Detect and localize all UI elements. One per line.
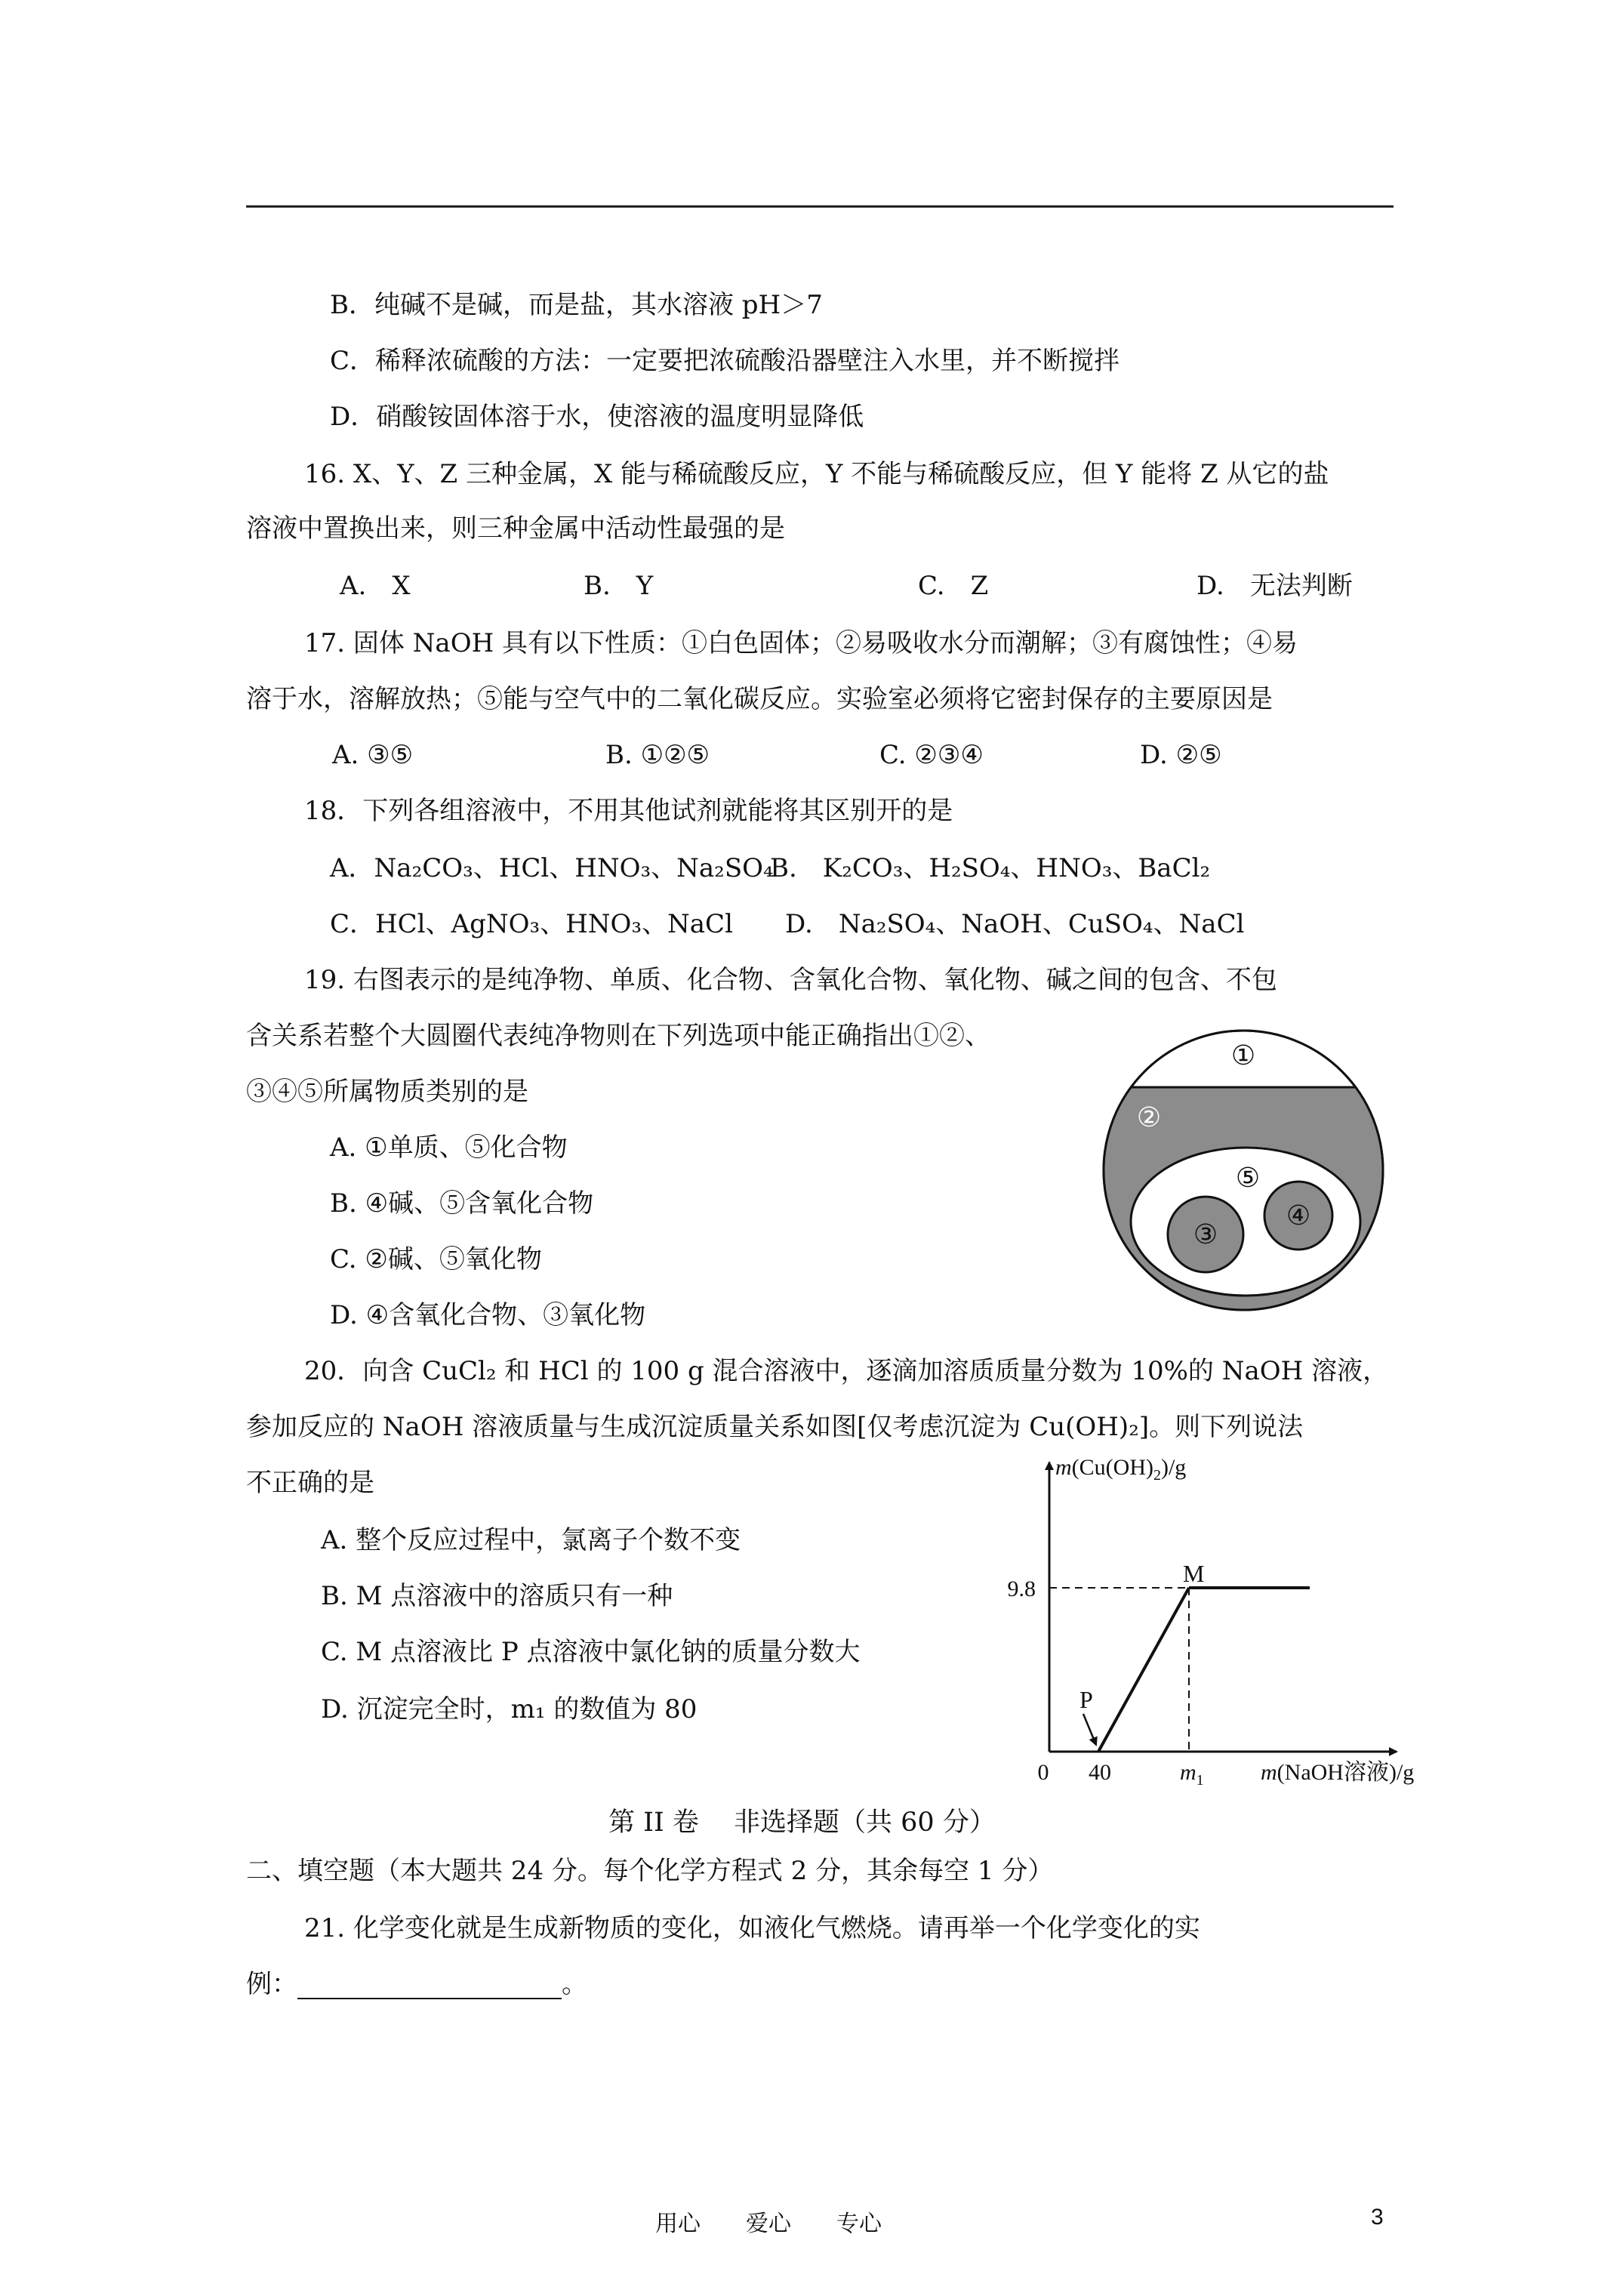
x-tick-m1: $m_1$ — [1180, 1760, 1204, 1789]
q18-option-a: A．Na₂CO₃、HCl、HNO₃、Na₂SO₄ — [330, 853, 774, 883]
q21-stem-line2 — [246, 1969, 587, 1999]
q19-stem-line1: 19. 右图表示的是纯净物、单质、化合物、含氧化合物、氧化物、碱之间的包含、不包 — [304, 965, 1277, 995]
q15-option-d: D．硝酸铵固体溶于水，使溶液的温度明显降低 — [330, 402, 864, 432]
q21-suffix: 。 — [562, 1969, 587, 1999]
q17-option-a: A. ③⑤ — [332, 740, 414, 770]
q16-stem-line2: 溶液中置换出来，则三种金属中活动性最强的是 — [246, 513, 785, 544]
q18-stem: 18．下列各组溶液中，不用其他试剂就能将其区别开的是 — [304, 796, 953, 826]
point-p-label: P — [1079, 1686, 1093, 1713]
q19-stem-line3: ③④⑤所属物质类别的是 — [246, 1077, 528, 1107]
q17-option-d: D. ②⑤ — [1140, 740, 1222, 770]
q16-option-a: A. X — [340, 571, 411, 601]
q21-stem-line1: 21. 化学变化就是生成新物质的变化，如液化气燃烧。请再举一个化学变化的实 — [304, 1913, 1200, 1943]
diagram-label-3: ③ — [1193, 1219, 1218, 1250]
q20-stem-line1: 20．向含 CuCl₂ 和 HCl 的 100 g 混合溶液中，逐滴加溶质质量分数为 10%的 NaOH 溶液， — [304, 1356, 1389, 1386]
point-m-label: M — [1183, 1560, 1205, 1587]
q16-option-b: B. Y — [584, 571, 654, 601]
q21-answer-blank[interactable] — [297, 1972, 562, 1999]
q17-stem-line1: 17. 固体 NaOH 具有以下性质：①白色固体；②易吸收水分而潮解；③有腐蚀性；④易 — [304, 628, 1298, 658]
y-axis-label: $m(Cu(OH)_2)/g$ — [1055, 1455, 1187, 1484]
diagram-label-5: ⑤ — [1235, 1163, 1261, 1193]
y-tick-9-8: 9.8 — [1007, 1576, 1036, 1601]
diagram-label-2: ② — [1136, 1102, 1162, 1133]
p-pointer-arrow — [1083, 1714, 1096, 1745]
q17-option-c: C. ②③④ — [879, 740, 984, 770]
rising-segment — [1098, 1588, 1189, 1752]
q16-option-c: C. Z — [918, 571, 989, 601]
q17-stem-line2: 溶于水，溶解放热；⑤能与空气中的二氧化碳反应。实验室必须将它密封保存的主要原因是 — [246, 684, 1273, 714]
q20-option-a: A. 整个反应过程中，氯离子个数不变 — [321, 1525, 741, 1555]
x-axis-label: m(NaOH溶液)/g — [1261, 1760, 1415, 1785]
q15-option-b: B．纯碱不是碱，而是盐，其水溶液 pH＞7 — [330, 290, 823, 320]
page-number: 3 — [1371, 2205, 1384, 2230]
q20-stem-line2: 参加反应的 NaOH 溶液质量与生成沉淀质量关系如图[仅考虑沉淀为 Cu(OH)₂]。则下列说法 — [246, 1412, 1304, 1442]
q19-option-a: A. ①单质、⑤化合物 — [330, 1133, 568, 1163]
q20-stem-line3: 不正确的是 — [246, 1468, 374, 1498]
footer-motto: 用心 爱心 专心 — [655, 2211, 882, 2237]
q21-prefix: 例： — [246, 1969, 297, 1999]
section-2-title: 第 II 卷 非选择题（共 60 分） — [608, 1808, 996, 1838]
q19-option-b: B. ④碱、⑤含氧化合物 — [330, 1188, 594, 1219]
q17-option-b: B. ①②⑤ — [605, 740, 710, 770]
q16-stem-line1: 16. X、Y、Z 三种金属，X 能与稀硫酸反应，Y 不能与稀硫酸反应，但 Y 能将 Z 从它的盐 — [304, 459, 1329, 489]
header-rule — [246, 205, 1394, 208]
q16-option-d: D. 无法判断 — [1196, 571, 1353, 601]
x-tick-40: 40 — [1089, 1760, 1111, 1785]
origin-label: 0 — [1037, 1760, 1049, 1785]
q18-option-d: D. Na₂SO₄、NaOH、CuSO₄、NaCl — [785, 909, 1245, 939]
precipitate-mass-chart — [959, 1453, 1442, 1793]
q19-option-c: C. ②碱、⑤氧化物 — [330, 1244, 542, 1274]
q18-option-b: B. K₂CO₃、H₂SO₄、HNO₃、BaCl₂ — [770, 853, 1211, 883]
diagram-label-1: ① — [1230, 1040, 1256, 1071]
substance-classification-diagram — [1095, 1027, 1397, 1321]
fill-in-heading: 二、填空题（本大题共 24 分。每个化学方程式 2 分，其余每空 1 分） — [246, 1856, 1054, 1886]
q19-option-d: D. ④含氧化合物、③氧化物 — [330, 1300, 646, 1330]
diagram-label-4: ④ — [1286, 1200, 1311, 1231]
q18-option-c: C．HCl、AgNO₃、HNO₃、NaCl — [330, 909, 733, 939]
q20-option-d: D. 沉淀完全时，m₁ 的数值为 80 — [321, 1694, 698, 1724]
q20-option-c: C. M 点溶液比 P 点溶液中氯化钠的质量分数大 — [321, 1637, 861, 1667]
q15-option-c: C．稀释浓硫酸的方法：一定要把浓硫酸沿器壁注入水里，并不断搅拌 — [330, 346, 1120, 376]
q19-stem-line2: 含关系若整个大圆圈代表纯净物则在下列选项中能正确指出①②、 — [246, 1021, 990, 1051]
q20-option-b: B. M 点溶液中的溶质只有一种 — [321, 1581, 673, 1611]
